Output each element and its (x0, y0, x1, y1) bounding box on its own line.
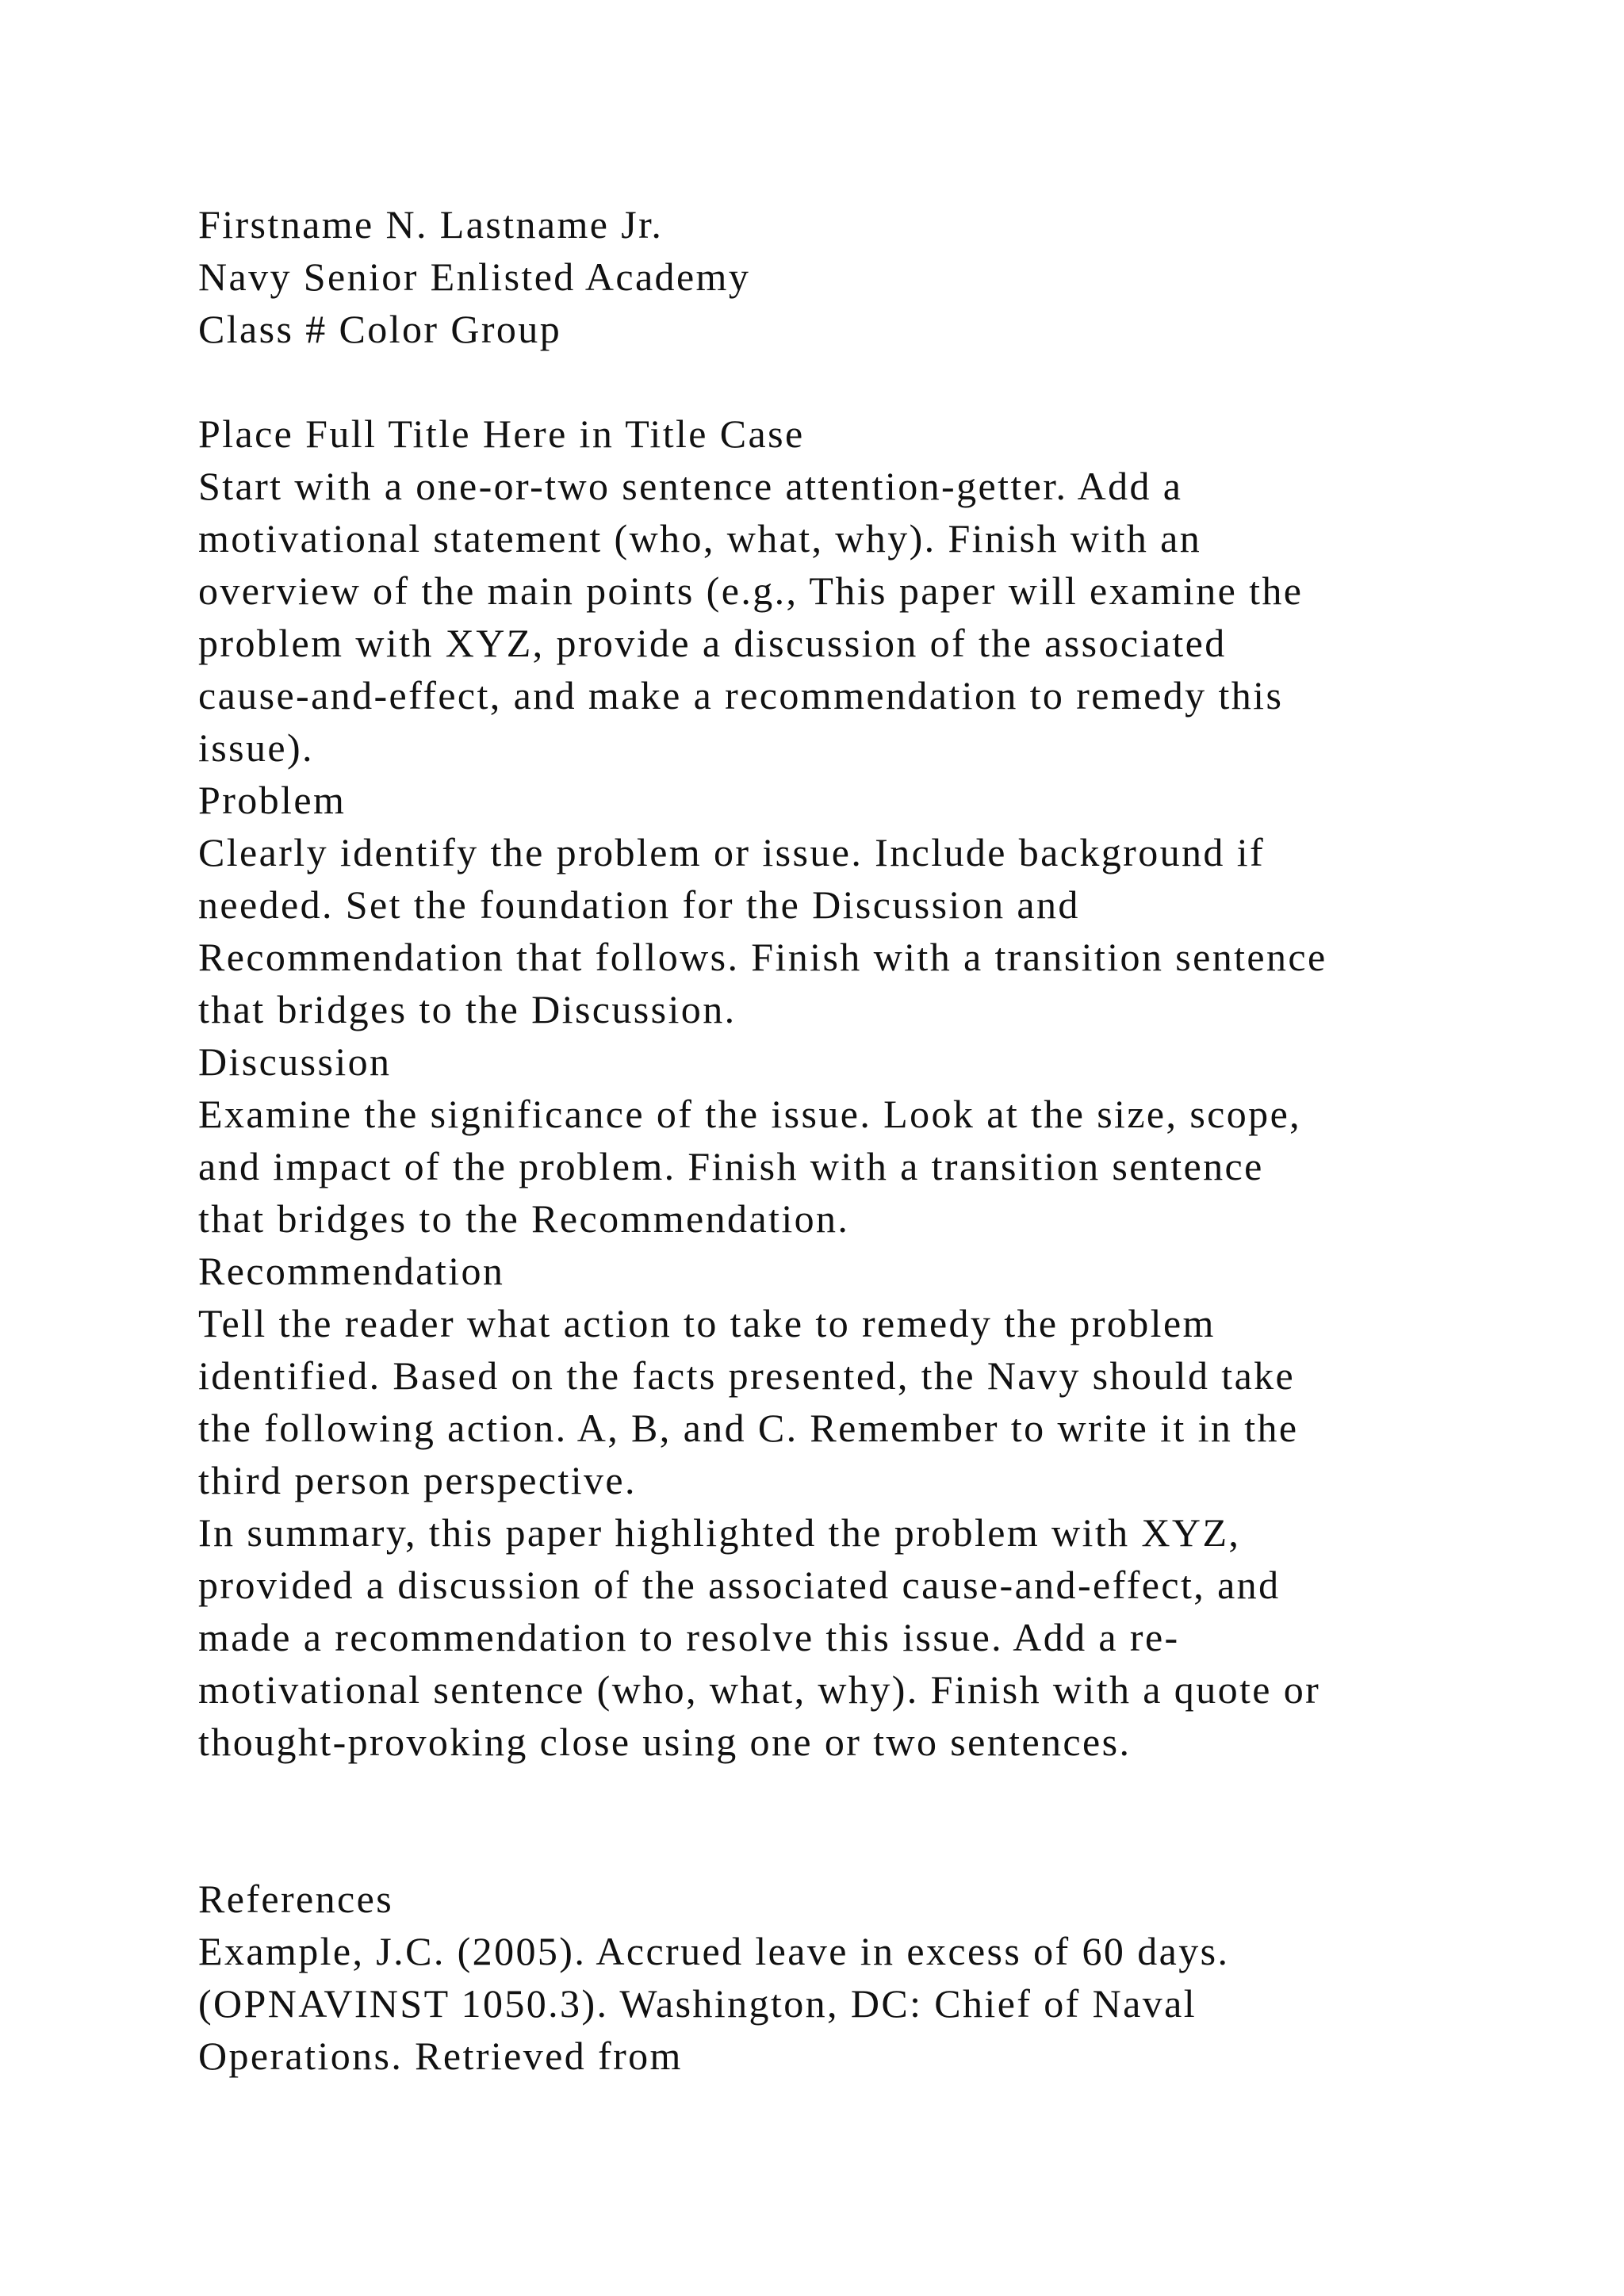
paper-title: Place Full Title Here in Title Case (198, 411, 805, 456)
problem-line: Clearly identify the problem or issue. Include background if (198, 830, 1266, 874)
intro-line: issue). (198, 725, 314, 770)
problem-line: needed. Set the foundation for the Discussion and (198, 882, 1080, 927)
blank-line (198, 355, 1507, 408)
summary-line: made a recommendation to resolve this issue. Add a re- (198, 1615, 1180, 1659)
intro-line: Start with a one-or-two sentence attention-getter. Add a (198, 464, 1183, 508)
discussion-heading: Discussion (198, 1039, 392, 1084)
class-group: Class # Color Group (198, 307, 562, 351)
summary-line: provided a discussion of the associated cause-and-effect, and (198, 1563, 1281, 1607)
problem-heading: Problem (198, 778, 347, 822)
discussion-line: Examine the significance of the issue. Look at the size, scope, (198, 1092, 1302, 1136)
intro-line: problem with XYZ, provide a discussion of the associated (198, 621, 1227, 665)
reference-line: (OPNAVINST 1050.3). Washington, DC: Chief of Naval (198, 1981, 1197, 2026)
discussion-line: that bridges to the Recommendation. (198, 1196, 850, 1241)
author-block (198, 198, 1507, 355)
references-heading: References (198, 1877, 394, 1921)
school-name: Navy Senior Enlisted Academy (198, 254, 751, 299)
blank-gap (198, 1768, 1507, 1873)
discussion-line: and impact of the problem. Finish with a transition sentence (198, 1144, 1264, 1188)
document-body (198, 198, 1507, 2082)
intro-line: overview of the main points (e.g., This paper will examine the (198, 568, 1304, 613)
summary-line: motivational sentence (who, what, why). Finish with a quote or (198, 1667, 1321, 1712)
recommendation-line: identified. Based on the facts presented, the Navy should take (198, 1353, 1296, 1398)
references-section (198, 1873, 1507, 2082)
problem-line: Recommendation that follows. Finish with a transition sentence (198, 935, 1327, 979)
reference-line: Operations. Retrieved from (198, 2034, 683, 2078)
recommendation-heading: Recommendation (198, 1249, 505, 1293)
reference-line: Example, J.C. (2005). Accrued leave in excess of 60 days. (198, 1929, 1230, 1973)
discussion-section (198, 1035, 1507, 1245)
recommendation-line: Tell the reader what action to take to remedy the problem (198, 1301, 1216, 1345)
recommendation-line: third person perspective. (198, 1458, 637, 1502)
intro-paragraph (198, 460, 1507, 774)
recommendation-section (198, 1245, 1507, 1506)
recommendation-line: the following action. A, B, and C. Remember to write it in the (198, 1406, 1299, 1450)
summary-line: thought-provoking close using one or two sentences. (198, 1720, 1132, 1764)
intro-line: motivational statement (who, what, why). Finish with an (198, 516, 1202, 561)
problem-section (198, 774, 1507, 1035)
summary-line: In summary, this paper highlighted the problem with XYZ, (198, 1510, 1241, 1555)
summary-paragraph (198, 1506, 1507, 1768)
intro-line: cause-and-effect, and make a recommendation to remedy this (198, 673, 1284, 718)
problem-line: that bridges to the Discussion. (198, 987, 737, 1031)
author-name: Firstname N. Lastname Jr. (198, 202, 664, 247)
